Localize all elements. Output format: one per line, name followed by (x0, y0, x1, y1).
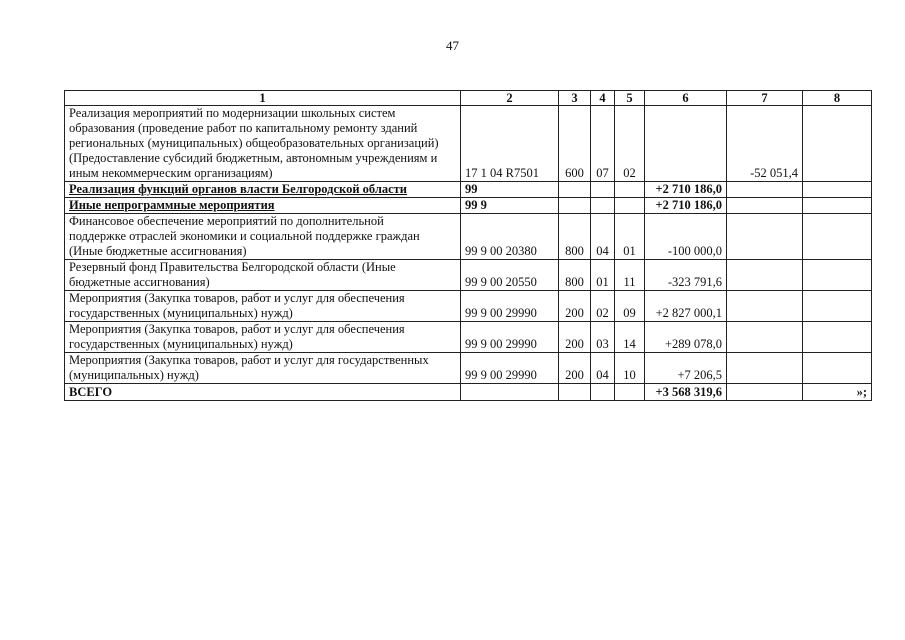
row-c7: -52 051,4 (727, 106, 803, 182)
row-c4: 01 (591, 260, 615, 291)
table-row (65, 260, 872, 291)
row-c5: 02 (615, 106, 645, 182)
total-c7 (727, 384, 803, 401)
row-c7 (727, 291, 803, 322)
row-description (65, 291, 461, 322)
header-cell: 4 (591, 91, 615, 106)
row-c7 (727, 260, 803, 291)
row-c5: 14 (615, 322, 645, 353)
row-c7 (727, 214, 803, 260)
description-line: (муниципальных) нужд) (69, 368, 199, 382)
table-row (65, 106, 872, 182)
description-line: государственных (муниципальных) нужд) (69, 337, 293, 351)
table-row (65, 322, 872, 353)
row-code: 99 9 00 29990 (461, 291, 559, 322)
header-cell: 6 (645, 91, 727, 106)
description-line: Мероприятия (Закупка товаров, работ и услуг для государственных (69, 353, 429, 367)
total-code (461, 384, 559, 401)
row-c3: 200 (559, 291, 591, 322)
description-line: Резервный фонд Правительства Белгородской области (Иные (69, 260, 396, 274)
row-amount: -323 791,6 (645, 260, 727, 291)
row-code: 99 (461, 182, 559, 198)
row-c8 (803, 214, 872, 260)
row-code: 99 9 00 20380 (461, 214, 559, 260)
total-label: ВСЕГО (65, 384, 461, 401)
row-c8 (803, 106, 872, 182)
header-row (65, 91, 872, 106)
total-row (65, 384, 872, 401)
description-line: Финансовое обеспечение мероприятий по дополнительной (69, 214, 384, 228)
total-c3 (559, 384, 591, 401)
row-c7 (727, 198, 803, 214)
row-c5: 11 (615, 260, 645, 291)
table-row (65, 198, 872, 214)
row-description (65, 106, 461, 182)
row-description (65, 214, 461, 260)
header-cell: 3 (559, 91, 591, 106)
budget-table (64, 90, 872, 401)
row-c8 (803, 260, 872, 291)
total-c5 (615, 384, 645, 401)
total-amount: +3 568 319,6 (645, 384, 727, 401)
row-description (65, 322, 461, 353)
row-c8 (803, 291, 872, 322)
row-amount: +289 078,0 (645, 322, 727, 353)
row-c4: 04 (591, 214, 615, 260)
row-c4 (591, 182, 615, 198)
row-c3: 200 (559, 353, 591, 384)
row-code: 99 9 00 20550 (461, 260, 559, 291)
header-cell: 1 (65, 91, 461, 106)
table-body (65, 106, 872, 401)
row-c7 (727, 322, 803, 353)
total-c8: »; (803, 384, 872, 401)
description-line: государственных (муниципальных) нужд) (69, 306, 293, 320)
description-line: Реализация мероприятий по модернизации школьных систем (69, 106, 396, 120)
row-c8 (803, 322, 872, 353)
row-c3: 600 (559, 106, 591, 182)
row-c7 (727, 353, 803, 384)
row-c3 (559, 182, 591, 198)
description-line: поддержке отраслей экономики и социальной поддержке граждан (69, 229, 420, 243)
description-line: региональных (муниципальных) общеобразовательных организаций) (69, 136, 439, 150)
row-c4: 02 (591, 291, 615, 322)
description-line: (Иные бюджетные ассигнования) (69, 244, 247, 258)
row-code: 99 9 (461, 198, 559, 214)
row-c5 (615, 182, 645, 198)
row-c4: 04 (591, 353, 615, 384)
row-description (65, 260, 461, 291)
row-amount: -100 000,0 (645, 214, 727, 260)
table-row (65, 291, 872, 322)
description-line: Реализация функций органов власти Белгородской области (69, 182, 408, 196)
description-line: образования (проведение работ по капитальному ремонту зданий (69, 121, 418, 135)
row-c5 (615, 198, 645, 214)
row-amount: +2 710 186,0 (645, 198, 727, 214)
row-amount: +2 827 000,1 (645, 291, 727, 322)
description-line: (Предоставление субсидий бюджетным, автономным учреждениям и (69, 151, 438, 165)
description-line: Иные непрограммные мероприятия (69, 198, 275, 212)
row-c3 (559, 198, 591, 214)
row-code: 17 1 04 R7501 (461, 106, 559, 182)
row-c3: 800 (559, 214, 591, 260)
row-c7 (727, 182, 803, 198)
description-line: бюджетные ассигнования) (69, 275, 210, 289)
row-c8 (803, 198, 872, 214)
row-c5: 01 (615, 214, 645, 260)
total-c4 (591, 384, 615, 401)
row-amount: +7 206,5 (645, 353, 727, 384)
row-code: 99 9 00 29990 (461, 322, 559, 353)
row-c8 (803, 353, 872, 384)
description-line: иным некоммерческим организациям) (69, 166, 273, 180)
row-c8 (803, 182, 872, 198)
table-row (65, 353, 872, 384)
row-code: 99 9 00 29990 (461, 353, 559, 384)
header-cell: 8 (803, 91, 872, 106)
row-c3: 200 (559, 322, 591, 353)
description-line: Мероприятия (Закупка товаров, работ и услуг для обеспечения (69, 322, 405, 336)
header-cell: 2 (461, 91, 559, 106)
header-cell: 5 (615, 91, 645, 106)
row-description (65, 353, 461, 384)
row-description (65, 182, 461, 198)
row-amount (645, 106, 727, 182)
row-c4: 07 (591, 106, 615, 182)
row-c5: 10 (615, 353, 645, 384)
row-c4 (591, 198, 615, 214)
page-number: 47 (446, 38, 459, 53)
row-amount: +2 710 186,0 (645, 182, 727, 198)
table-row (65, 214, 872, 260)
table-row (65, 182, 872, 198)
row-c5: 09 (615, 291, 645, 322)
description-line: Мероприятия (Закупка товаров, работ и услуг для обеспечения (69, 291, 405, 305)
row-c3: 800 (559, 260, 591, 291)
row-description (65, 198, 461, 214)
row-c4: 03 (591, 322, 615, 353)
header-cell: 7 (727, 91, 803, 106)
